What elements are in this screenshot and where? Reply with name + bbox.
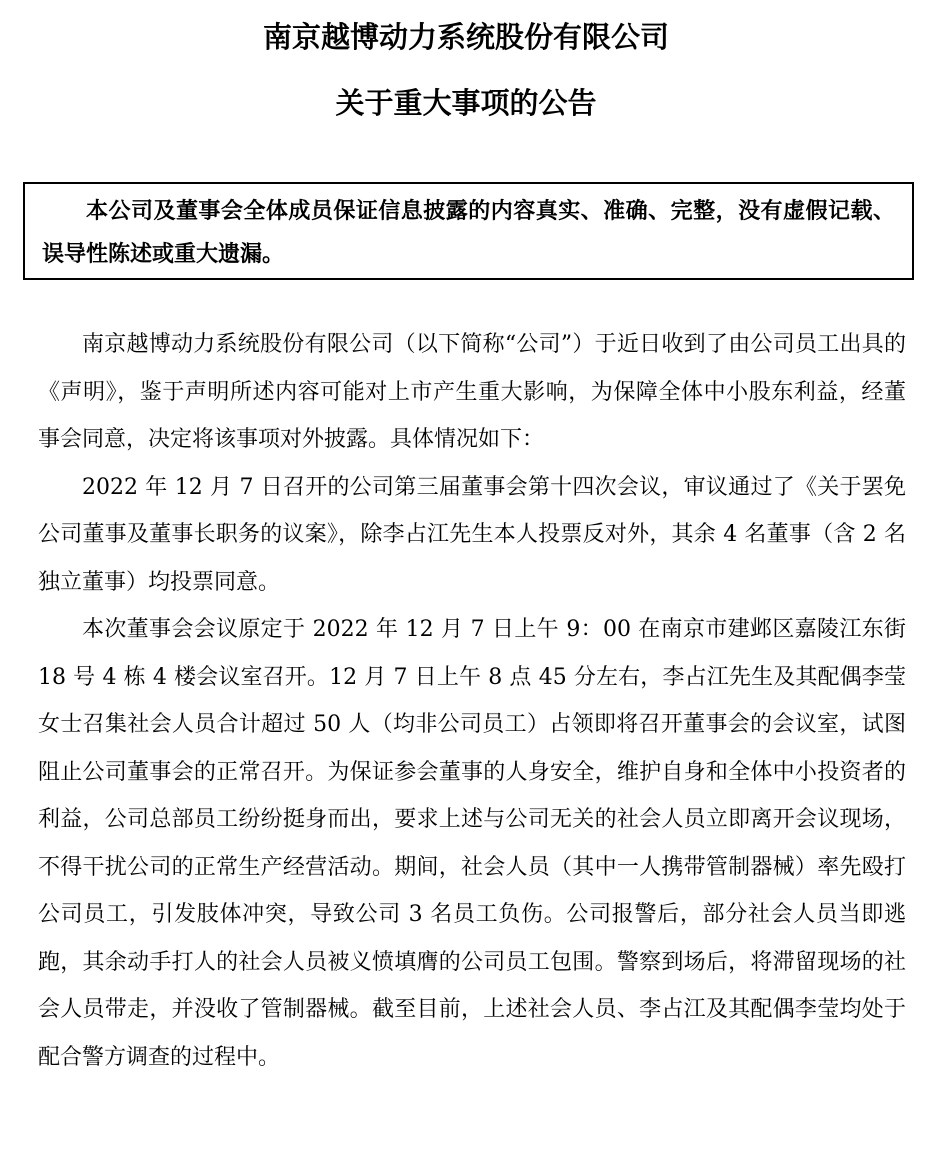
body-paragraph-incident: 本次董事会会议原定于 2022 年 12 月 7 日上午 9：00 在南京市建邺区嘉陵江东街 18 号 4 栋 4 楼会议室召开。12 月 7 日上午 8 点 45 分左右，李占江先生及其配偶李莹女士召集社会人员合计超过 50 人（均非公司员工）占领即将召开董事会的会议室，试图阻止公司董事会的正常召开。为保证参会董事的人身安全，维护自身和全体中小投资者的利益，公司总部员工纷纷挺身而出，要求上述与公司无关的社会人员立即离开会议现场，不得干扰公司的正常生产经营活动。期间，社会人员（其中一人携带管制器械）率先殴打公司员工，引发肢体冲突，导致公司 3 名员工负伤。公司报警后，部分社会人员当即逃跑，其余动手打人的社会人员被义愤填膺的公司员工包围。警察到场后，将滞留现场的社会人员带走，并没收了管制器械。截至目前，上述社会人员、李占江及其配偶李莹均处于配合警方调查的过程中。 <box>38 617 906 1070</box>
body-paragraph-board-resolution: 2022 年 12 月 7 日召开的公司第三届董事会第十四次会议，审议通过了《关于罢免公司董事及董事长职务的议案》，除李占江先生本人投票反对外，其余 4 名董事（含 2 名独立董事）均投票同意。 <box>38 474 906 595</box>
notice-title: 关于重大事项的公告 <box>335 86 597 120</box>
announcement-body <box>38 321 906 1081</box>
body-paragraph-intro: 南京越博动力系统股份有限公司（以下简称“公司”）于近日收到了由公司员工出具的《声明》，鉴于声明所述内容可能对上市产生重大影响，为保障全体中小股东利益，经董事会同意，决定将该事项对外披露。具体情况如下： <box>38 332 906 452</box>
disclosure-statement-text: 本公司及董事会全体成员保证信息披露的内容真实、准确、完整，没有虚假记载、误导性陈述或重大遗漏。 <box>42 199 895 267</box>
company-title: 南京越博动力系统股份有限公司 <box>262 20 669 54</box>
disclosure-statement-box <box>23 182 914 280</box>
